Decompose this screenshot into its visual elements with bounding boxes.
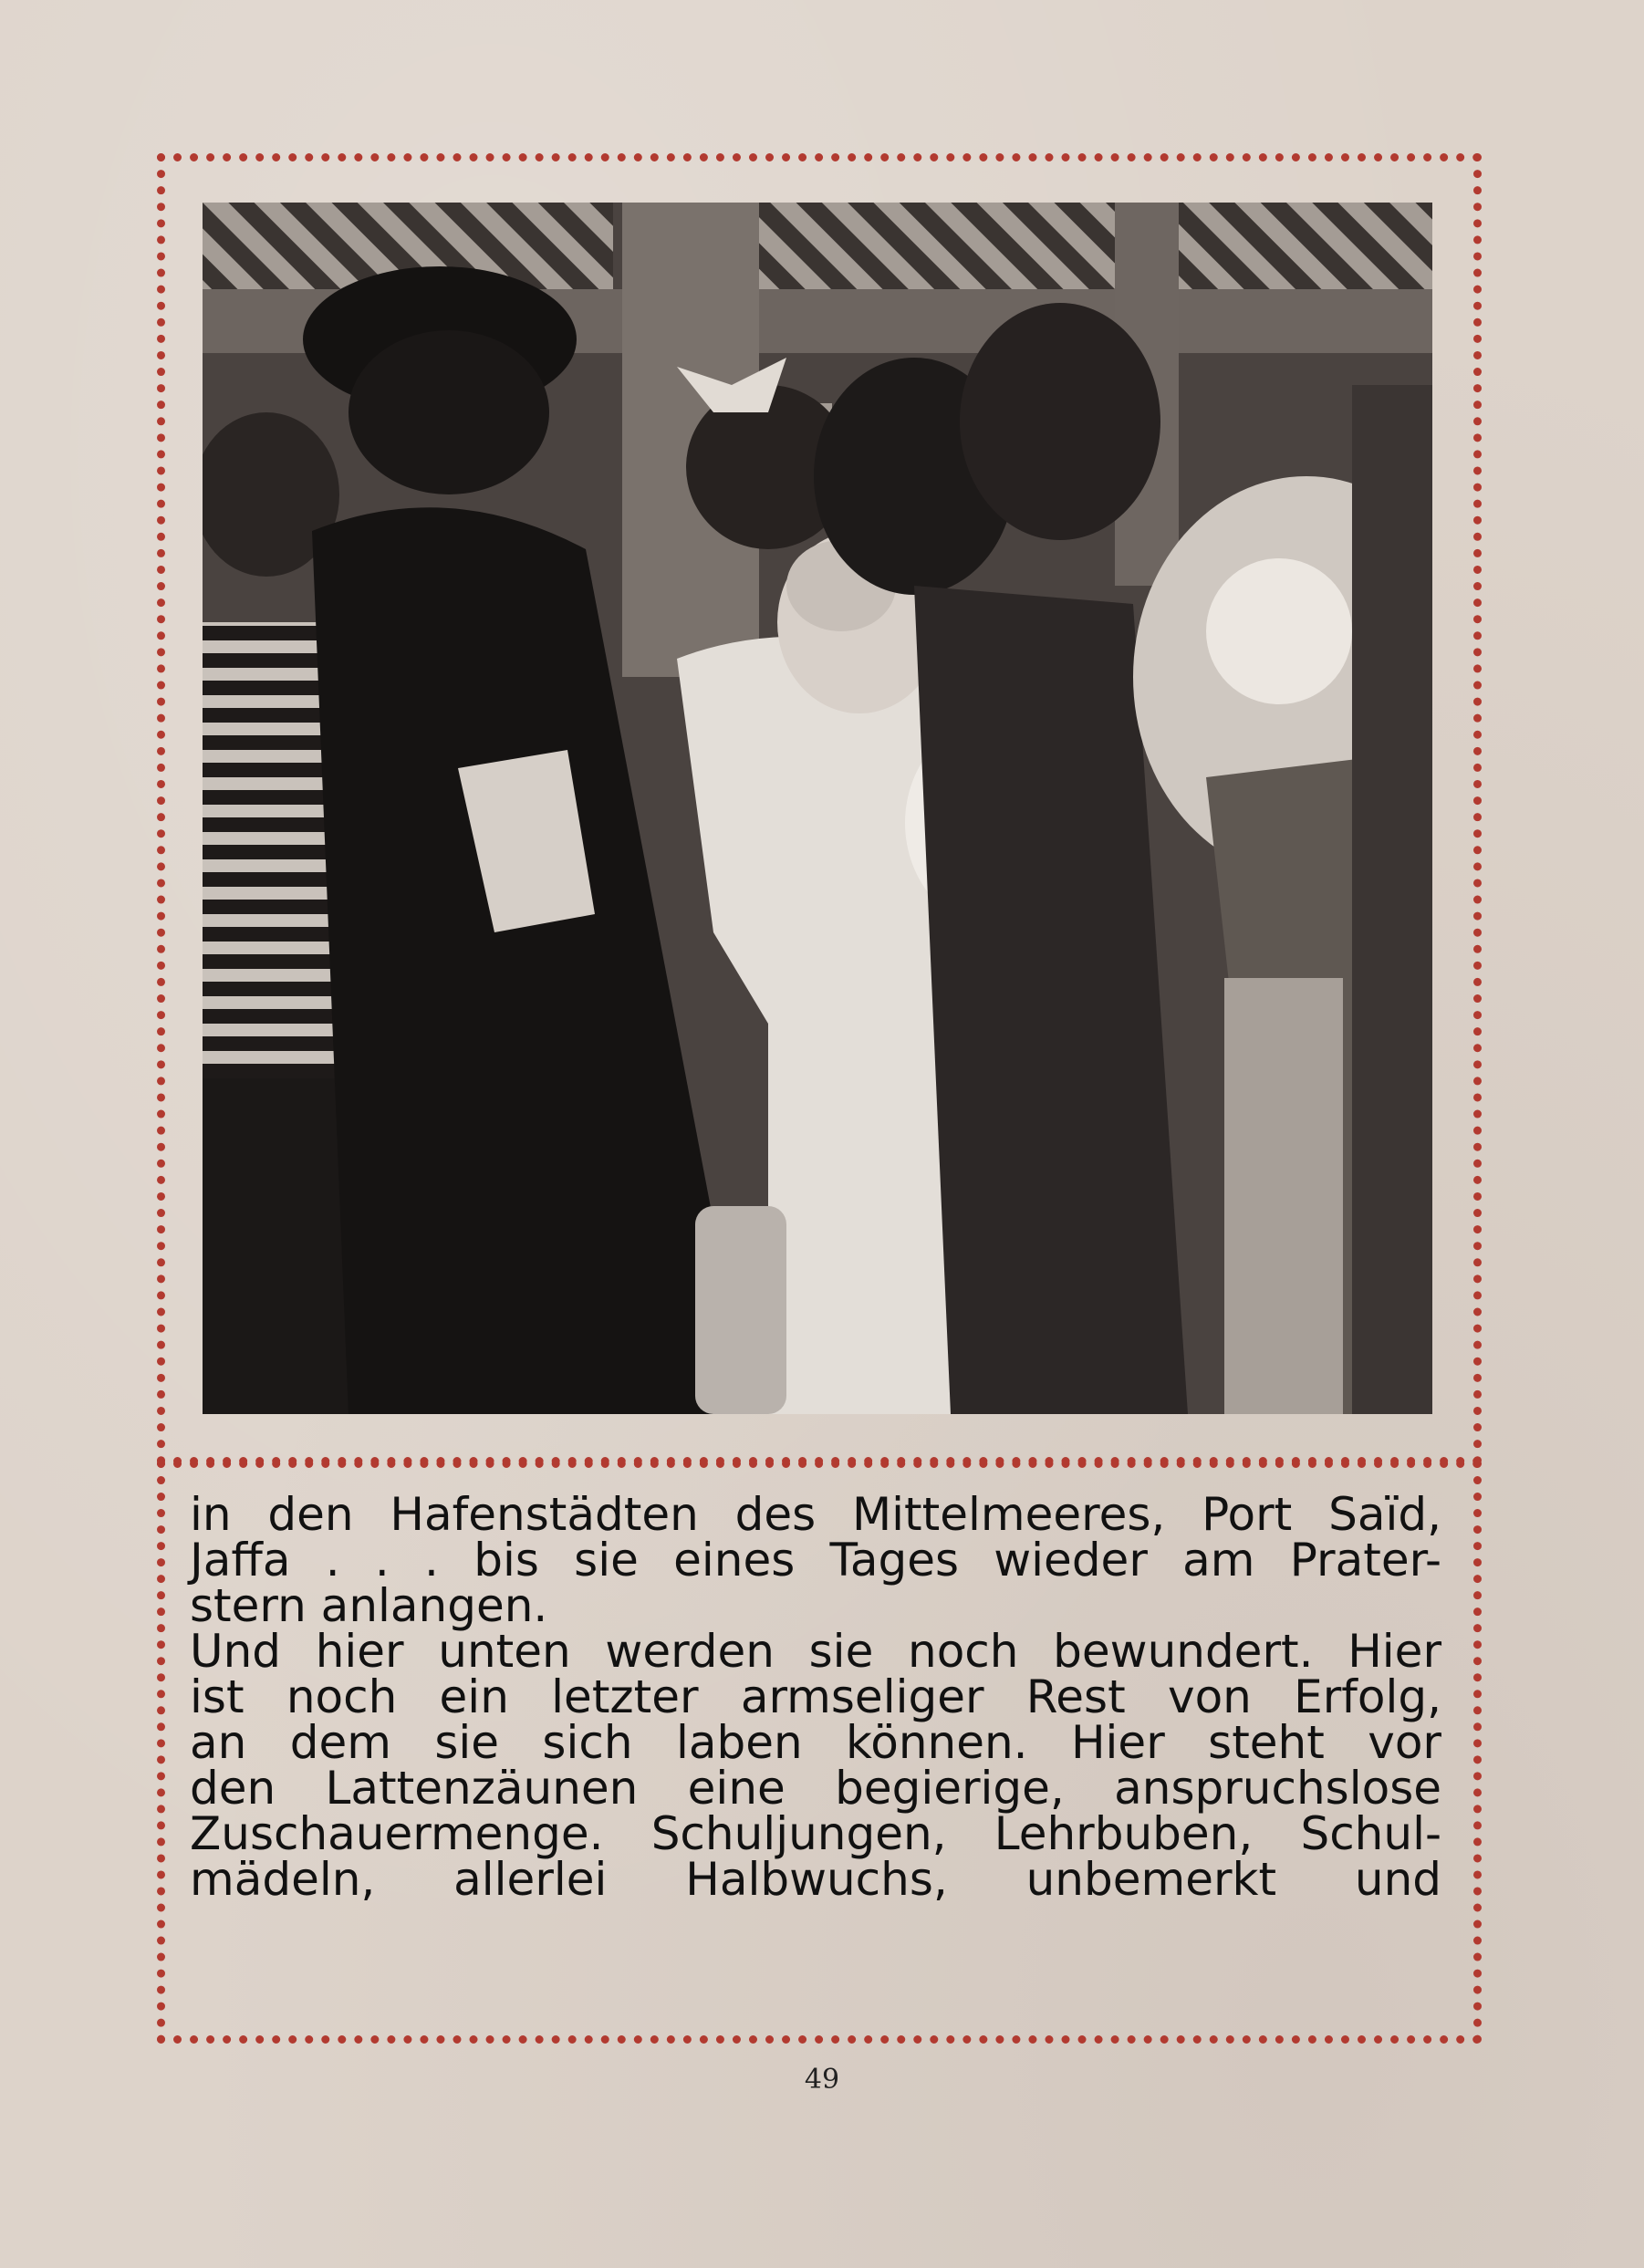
text-line: mädeln, allerlei Halbwuchs, unbemerkt und bbox=[190, 1853, 1441, 1906]
body-text bbox=[190, 1488, 1441, 1906]
photograph-illustration bbox=[203, 203, 1432, 1414]
text-line: an dem sie sich laben können. Hier steht vor bbox=[190, 1716, 1441, 1769]
text-line: stern anlangen. bbox=[190, 1579, 548, 1632]
text-line: den Lattenzäunen eine begierige, anspruchslose bbox=[190, 1762, 1441, 1815]
photograph bbox=[203, 203, 1432, 1414]
text-line: Und hier unten werden sie noch bewundert. Hier bbox=[190, 1625, 1441, 1678]
text-line: Jaffa . . . bis sie eines Tages wieder am Prater- bbox=[190, 1534, 1441, 1587]
text-line: ist noch ein letzter armseliger Rest von Erfolg, bbox=[190, 1670, 1441, 1723]
page-number: 49 bbox=[804, 2064, 840, 2096]
text-line: Zuschauermenge. Schuljungen, Lehrbuben, Schul- bbox=[190, 1807, 1441, 1860]
text-line: in den Hafenstädten des Mittelmeeres, Port Saïd, bbox=[190, 1488, 1441, 1541]
